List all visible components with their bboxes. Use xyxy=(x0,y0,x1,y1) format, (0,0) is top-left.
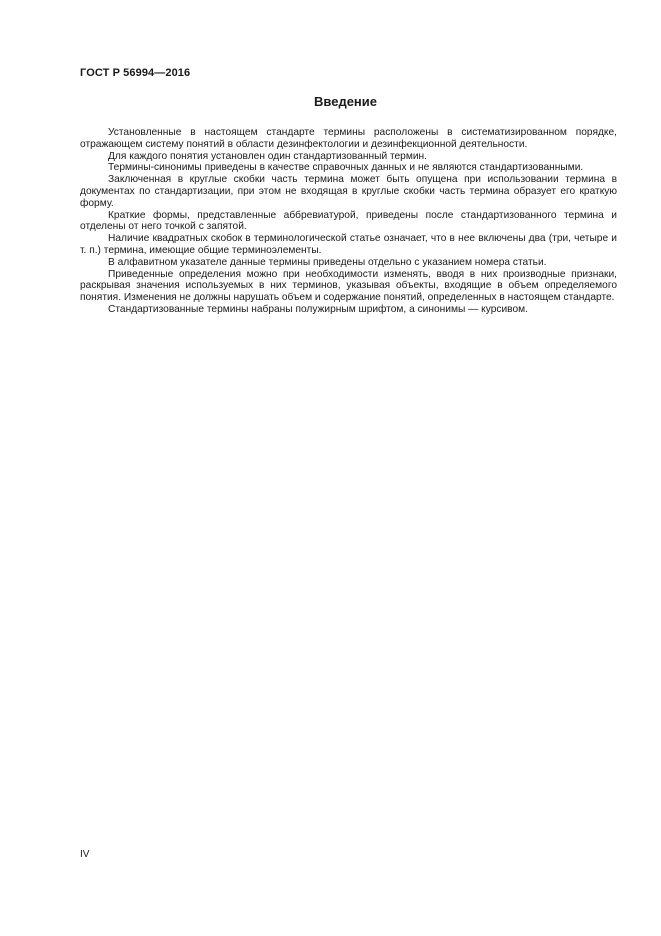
paragraph: Приведенные определения можно при необходимости изменять, вводя в них производные признаки, раскрывая значения используемых в них терминов, указывая объекты, входящие в объем определяемого понятия. Изменения не должны нарушать объем и содержание понятий, определенных в настоящем стандарте. xyxy=(80,268,617,304)
paragraph: Установленные в настоящем стандарте термины расположены в систематизированном порядке, отражающем систему понятий в области дезинфектологии и дезинфекционной деятельности. xyxy=(80,127,617,150)
standard-id-header: ГОСТ Р 56994—2016 xyxy=(80,67,191,79)
paragraph: Краткие формы, представленные аббревиатурой, приведены после стандартизованного термина и отделены от него точкой с запятой. xyxy=(80,209,617,233)
paragraph: В алфавитном указателе данные термины приведены отдельно с указанием номера статьи. xyxy=(108,256,547,268)
paragraph: Наличие квадратных скобок в терминологической статье означает, что в нее включены два (три, четыре и т. п.) термина, имеющие общие терминоэлементы. xyxy=(80,233,617,256)
section-body xyxy=(80,127,617,316)
paragraph: Стандартизованные термины набраны полужирным шрифтом, а синонимы — курсивом. xyxy=(108,303,528,315)
section-title: Введение xyxy=(314,94,377,109)
page-number: IV xyxy=(80,849,90,860)
paragraph: Заключенная в круглые скобки часть термина может быть опущена при использовании термина в документах по стандартизации, при этом не входящая в круглые скобки часть термина образует его краткую форму. xyxy=(80,174,617,209)
paragraph: Для каждого понятия установлен один стандартизованный термин. xyxy=(108,150,427,162)
paragraph: Термины-синонимы приведены в качестве справочных данных и не являются стандартизованными. xyxy=(108,162,584,174)
